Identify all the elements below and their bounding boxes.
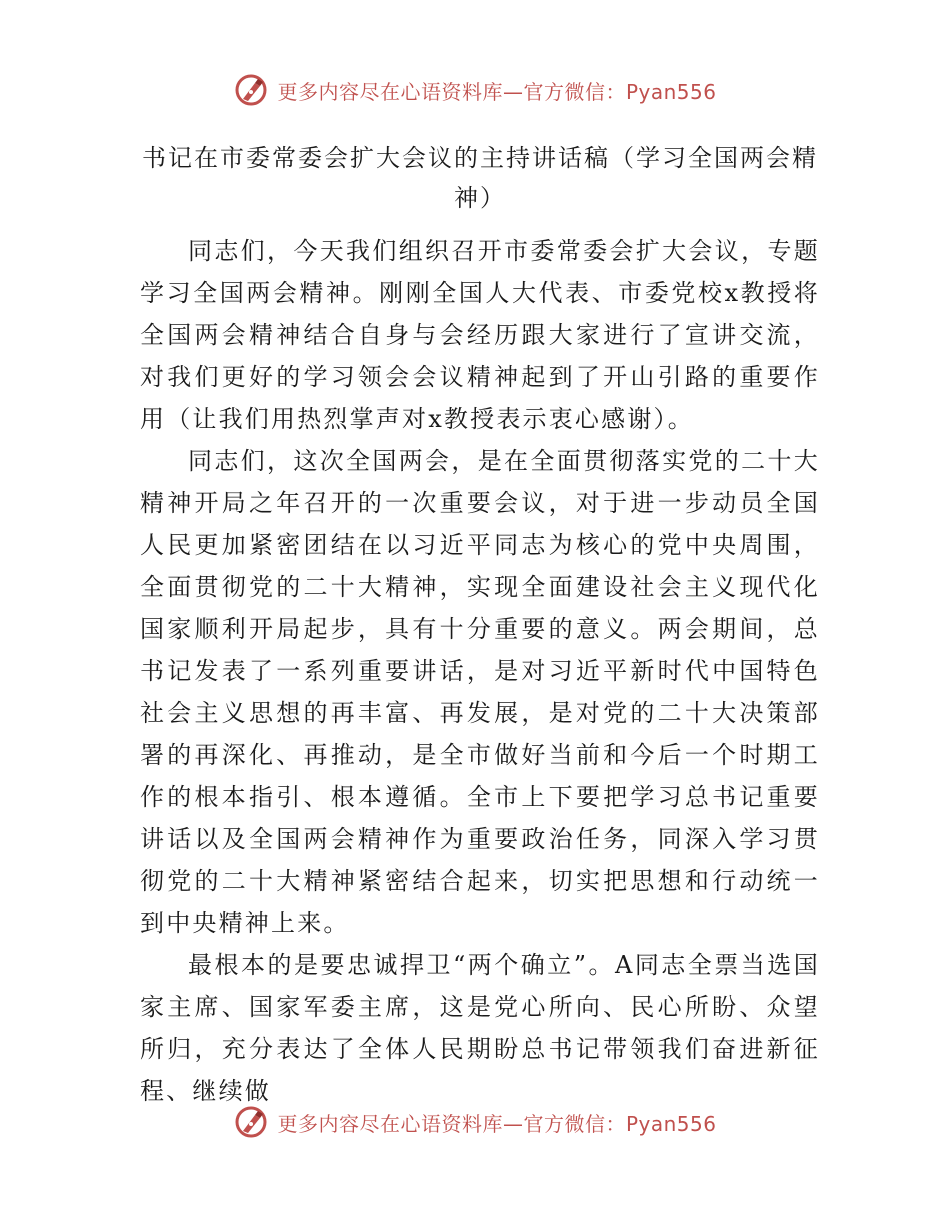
banner-text: 更多内容尽在心语资料库—官方微信：Pyan556 (277, 79, 717, 104)
document-title: 书记在市委常委会扩大会议的主持讲话稿（学习全国两会精神） (142, 144, 818, 212)
document-body (140, 230, 820, 1112)
pen-nib-logo-icon (233, 72, 269, 108)
paragraph: 同志们，这次全国两会，是在全面贯彻落实党的二十大精神开局之年召开的一次重要会议，对于进一步动员全国人民更加紧密团结在以习近平同志为核心的党中央周围，全面贯彻党的二十大精神，实现全面建设社会主义现代化国家顺利开局起步，具有十分重要的意义。两会期间，总书记发表了一系列重要讲话，是对习近平新时代中国特色社会主义思想的再丰富、再发展，是对党的二十大决策部署的再深化、再推动，是全市做好当前和今后一个时期工作的根本指引、根本遵循。全市上下要把学习总书记重要讲话以及全国两会精神作为重要政治任务，同深入学习贯彻党的二十大精神紧密结合起来，切实把思想和行动统一到中央精神上来。 (140, 447, 820, 937)
pen-nib-logo-icon (233, 1104, 269, 1140)
footer-banner (0, 1100, 950, 1144)
banner-text: 更多内容尽在心语资料库—官方微信：Pyan556 (277, 1111, 717, 1136)
paragraph: 同志们，今天我们组织召开市委常委会扩大会议，专题学习全国两会精神。刚刚全国人大代表、市委党校x教授将全国两会精神结合自身与会经历跟大家进行了宣讲交流，对我们更好的学习领会会议精神起到了开山引路的重要作用（让我们用热烈掌声对x教授表示衷心感谢）。 (140, 237, 820, 433)
paragraph: 最根本的是要忠诚捍卫“两个确立”。A同志全票当选国家主席、国家军委主席，这是党心所向、民心所盼、众望所归，充分表达了全体人民期盼总书记带领我们奋进新征程、继续做 (140, 951, 820, 1105)
header-banner (0, 68, 950, 112)
